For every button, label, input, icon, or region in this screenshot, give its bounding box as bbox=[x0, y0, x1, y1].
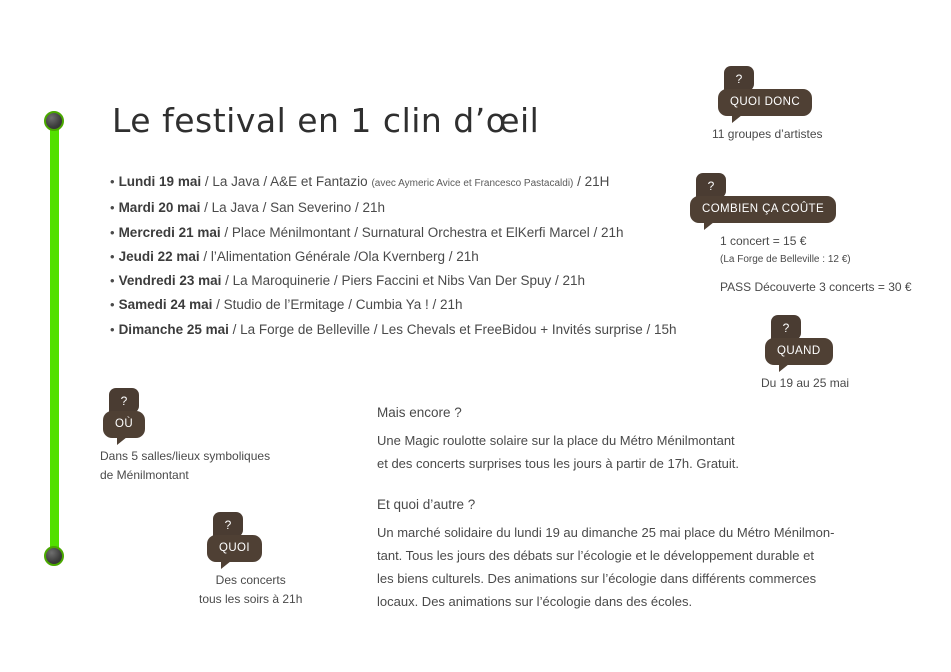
timeline-knob-bottom-icon bbox=[44, 546, 64, 566]
program-day: Lundi 19 mai bbox=[118, 174, 202, 189]
page-title: Le festival en 1 clin d’œil bbox=[112, 101, 540, 140]
callout-quoi-donc bbox=[712, 66, 823, 143]
list-item bbox=[110, 170, 710, 196]
bullet-icon: • bbox=[110, 273, 115, 289]
callout-label-quand: QUAND bbox=[765, 338, 833, 365]
question-mark-icon: ? bbox=[109, 388, 139, 413]
callout-quoi bbox=[199, 512, 303, 608]
program-details: / La Maroquinerie / Piers Faccini et Nibs Van Der Spuy / 21h bbox=[221, 273, 586, 289]
program-details: / La Java / A&E et Fantazio bbox=[201, 174, 372, 189]
section-line: Une Magic roulotte solaire sur la place du Métro Ménilmontant bbox=[377, 433, 735, 448]
program-day: Mardi 20 mai bbox=[118, 200, 201, 216]
program-details: / l’Alimentation Générale /Ola Kvernberg / 21h bbox=[199, 248, 479, 264]
extra-info-sections bbox=[377, 405, 877, 635]
program-day: Mercredi 21 mai bbox=[118, 224, 221, 240]
section-line: et des concerts surprises tous les jours à partir de 17h. Gratuit. bbox=[377, 456, 740, 471]
program-list bbox=[110, 170, 710, 342]
bullet-icon: • bbox=[110, 321, 115, 337]
question-mark-icon: ? bbox=[771, 315, 801, 340]
list-item bbox=[110, 196, 710, 220]
section-line: locaux. Des animations sur l’écologie dans des écoles. bbox=[377, 594, 693, 609]
section-et-quoi-dautre bbox=[377, 497, 877, 613]
list-item bbox=[110, 269, 710, 293]
list-item bbox=[110, 245, 710, 269]
callout-combien-ca-coute bbox=[690, 173, 912, 296]
program-details: / La Java / San Severino / 21h bbox=[200, 200, 385, 216]
bullet-icon: • bbox=[110, 200, 115, 216]
callout-text-quand: Du 19 au 25 mai bbox=[761, 376, 850, 390]
program-day: Jeudi 22 mai bbox=[118, 248, 200, 264]
callout-label-ou: OÙ bbox=[103, 411, 145, 438]
section-title: Et quoi d’autre ? bbox=[377, 497, 476, 512]
bullet-icon: • bbox=[110, 248, 115, 264]
bullet-icon: • bbox=[110, 297, 115, 313]
price-note: (La Forge de Belleville : 12 €) bbox=[720, 254, 851, 265]
section-title: Mais encore ? bbox=[377, 405, 462, 420]
price-line-1: 1 concert = 15 € bbox=[720, 234, 807, 248]
callout-label-quoi-donc: QUOI DONC bbox=[718, 89, 812, 116]
callout-ou bbox=[100, 388, 271, 484]
callout-text-quoi-donc: 11 groupes d’artistes bbox=[712, 127, 823, 141]
list-item bbox=[110, 318, 710, 342]
question-mark-icon: ? bbox=[213, 512, 243, 537]
bullet-icon: • bbox=[110, 224, 115, 240]
program-day: Samedi 24 mai bbox=[118, 297, 213, 313]
green-vertical-bar bbox=[50, 120, 59, 556]
callout-text-quoi-line-1: Des concerts bbox=[215, 573, 286, 587]
section-line: les biens culturels. Des animations sur l’écologie dans différents commerces bbox=[377, 571, 817, 586]
section-line: Un marché solidaire du lundi 19 au dimanche 25 mai place du Métro Ménilmon- bbox=[377, 525, 835, 540]
callout-quand bbox=[761, 315, 850, 392]
program-details: / Place Ménilmontant / Surnatural Orchestra et ElKerfi Marcel / 21h bbox=[220, 224, 624, 240]
program-time: / 21H bbox=[573, 174, 610, 189]
question-mark-icon: ? bbox=[724, 66, 754, 91]
program-details: / Studio de l’Ermitage / Cumbia Ya ! / 21h bbox=[212, 297, 463, 313]
section-mais-encore bbox=[377, 405, 877, 475]
price-line-3: PASS Découverte 3 concerts = 30 € bbox=[720, 280, 912, 294]
question-mark-icon: ? bbox=[696, 173, 726, 198]
callout-label-combien: COMBIEN ÇA COÛTE bbox=[690, 196, 836, 223]
program-details: / La Forge de Belleville / Les Chevals et FreeBidou + Invités surprise / 15h bbox=[228, 321, 677, 337]
bullet-icon: • bbox=[110, 174, 115, 189]
callout-text-ou-line-1: Dans 5 salles/lieux symboliques bbox=[100, 449, 271, 463]
callout-label-quoi: QUOI bbox=[207, 535, 262, 562]
list-item bbox=[110, 293, 710, 317]
list-item bbox=[110, 221, 710, 245]
program-note: (avec Aymeric Avice et Francesco Pastacaldi) bbox=[371, 178, 574, 189]
callout-text-quoi-line-2: tous les soirs à 21h bbox=[199, 592, 303, 606]
callout-text-ou-line-2: de Ménilmontant bbox=[100, 468, 189, 482]
program-day: Vendredi 23 mai bbox=[118, 273, 222, 289]
section-line: tant. Tous les jours des débats sur l’écologie et le développement durable et bbox=[377, 548, 814, 563]
timeline-knob-top-icon bbox=[44, 111, 64, 131]
program-day: Dimanche 25 mai bbox=[118, 321, 229, 337]
